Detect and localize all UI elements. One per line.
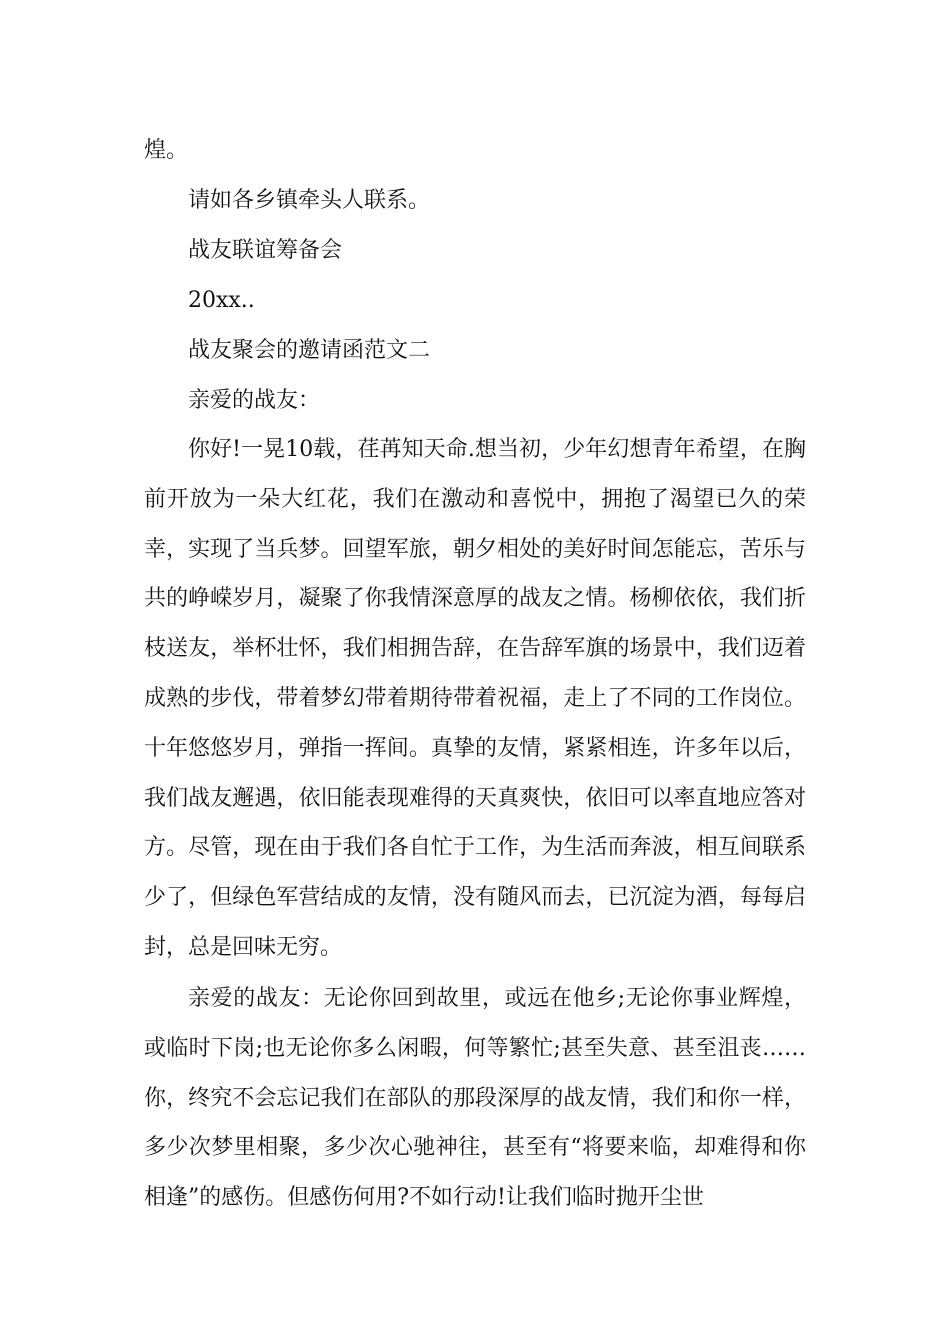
date-line: 20xx.. <box>188 288 255 313</box>
body-paragraph-1: 你好!一晃10载，荏苒知天命.想当初，少年幻想青年希望，在胸前开放为一朵大红花，我们在激动和喜悦中，拥抱了渴望已久的荣幸，实现了当兵梦。回望军旅，朝夕相处的美好时间怎能忘，苦乐与共的峥嵘岁月，凝聚了你我情深意厚的战友之情。杨柳依依，我们折枝送友，举杯壮怀，我们相拥告辞，在告辞军旗的场景中，我们迈着成熟的步伐，带着梦幻带着期待带着祝福，走上了不同的工作岗位。十年悠悠岁月，弹指一挥间。真挚的友情，紧紧相连，许多年以后，我们战友邂遇，依旧能表现难得的天真爽快，依旧可以率直地应答对方。尽管，现在由于我们各自忙于工作，为生活而奔波，相互间联系少了，但绿色军营结成的友情，没有随风而去，已沉淀为酒，每每启封，总是回味无穷。 <box>144 437 806 960</box>
body-paragraph-2: 亲爱的战友：无论你回到故里，或远在他乡;无论你事业辉煌，或临时下岗;也无论你多么闲暇，何等繁忙;甚至失意、甚至沮丧……你，终究不会忘记我们在部队的那段深厚的战友情，我们和你一样，多少次梦里相聚，多少次心驰神往，甚至有“将要来临，却难得和你相逢”的感伤。但感伤何用?不如行动!让我们临时抛开尘世 <box>144 986 806 1211</box>
organizer-signature: 战友联谊筹备会 <box>188 238 343 263</box>
section-heading: 战友聚会的邀请函范文二 <box>188 338 431 363</box>
salutation: 亲爱的战友： <box>188 388 321 413</box>
contact-line: 请如各乡镇牵头人联系。 <box>188 188 431 213</box>
text-fragment: 煌。 <box>144 138 189 163</box>
